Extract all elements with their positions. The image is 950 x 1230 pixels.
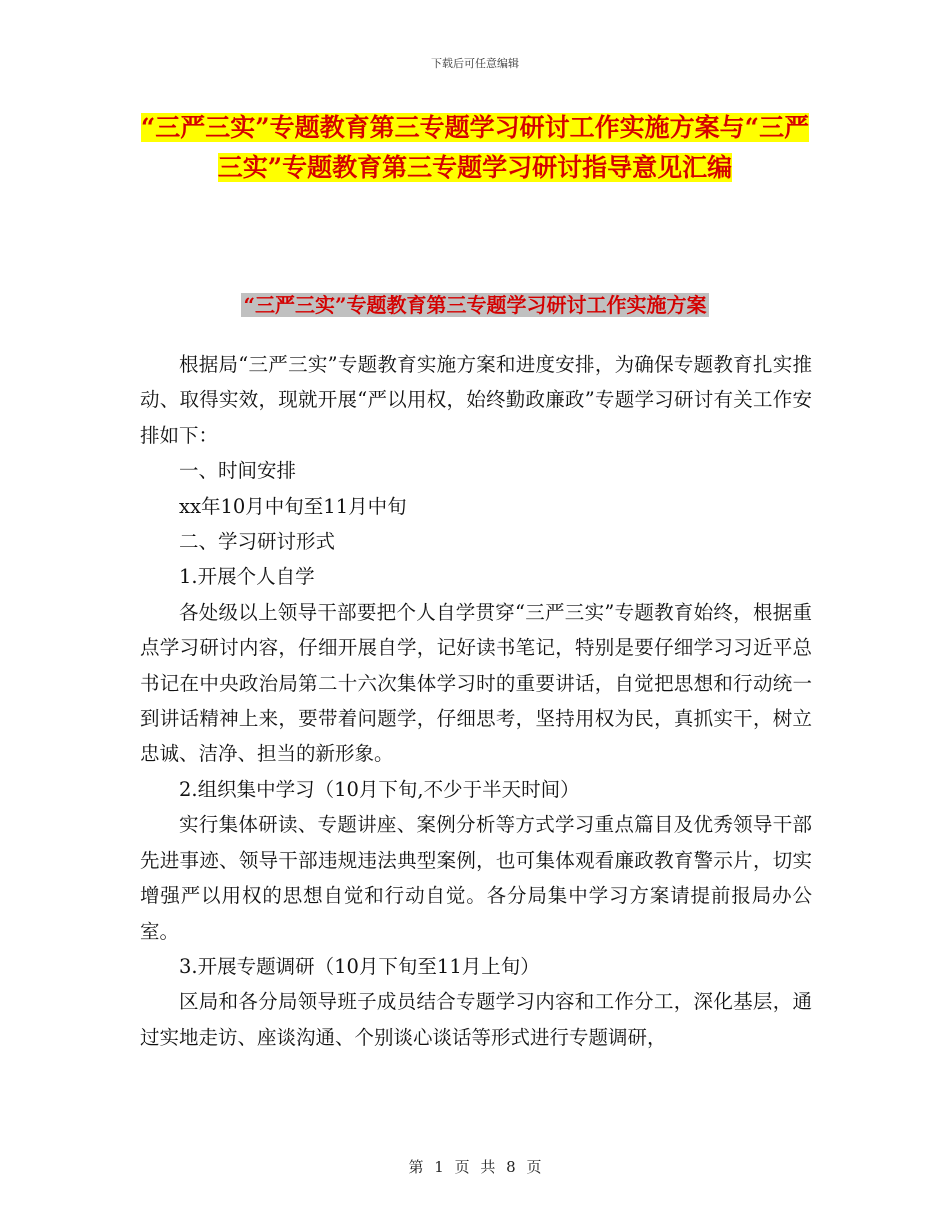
paragraph: 根据局“三严三实”专题教育实施方案和进度安排，为确保专题教育扎实推动、取得实效，现就开展“严以用权，始终勤政廉政”专题学习研讨有关工作安排如下： xyxy=(140,353,812,447)
paragraph: 二、学习研讨形式 xyxy=(179,530,336,554)
paragraph: 2.组织集中学习（10月下旬,不少于半天时间） xyxy=(179,777,580,801)
section-title-text: “三严三实”专题教育第三专题学习研讨工作实施方案 xyxy=(243,293,707,317)
document-title xyxy=(135,108,815,188)
paragraph: 3.开展专题调研（10月下旬至11月上旬） xyxy=(179,954,540,978)
paragraph: 实行集体研读、专题讲座、案例分析等方式学习重点篇目及优秀领导干部先进事迹、领导干部违规违法典型案例，也可集体观看廉政教育警示片，切实增强严以用权的思想自觉和行动自觉。各分局集中学习方案请提前报局办公室。 xyxy=(140,813,812,943)
paragraph: 一、时间安排 xyxy=(179,459,297,483)
paragraph: 1.开展个人自学 xyxy=(179,565,315,589)
section-title xyxy=(0,290,950,320)
body-text xyxy=(140,347,812,1055)
document-title-text: “三严三实”专题教育第三专题学习研讨工作实施方案与“三严三实”专题教育第三专题学习研讨指导意见汇编 xyxy=(140,113,810,182)
paragraph: 各处级以上领导干部要把个人自学贯穿“三严三实”专题教育始终，根据重点学习研讨内容，仔细开展自学，记好读书笔记，特别是要仔细学习习近平总书记在中央政治局第二十六次集体学习时的重要讲话，自觉把思想和行动统一到讲话精神上来，要带着问题学，仔细思考，坚持用权为民，真抓实干，树立忠诚、洁净、担当的新形象。 xyxy=(140,600,812,766)
paragraph: 区局和各分局领导班子成员结合专题学习内容和工作分工，深化基层，通过实地走访、座谈沟通、个别谈心谈话等形式进行专题调研， xyxy=(140,990,812,1049)
header-note: 下载后可任意编辑 xyxy=(431,57,519,70)
page-footer: 第 1 页 共 8 页 xyxy=(408,1158,542,1176)
paragraph: xx年10月中旬至11月中旬 xyxy=(179,494,407,518)
